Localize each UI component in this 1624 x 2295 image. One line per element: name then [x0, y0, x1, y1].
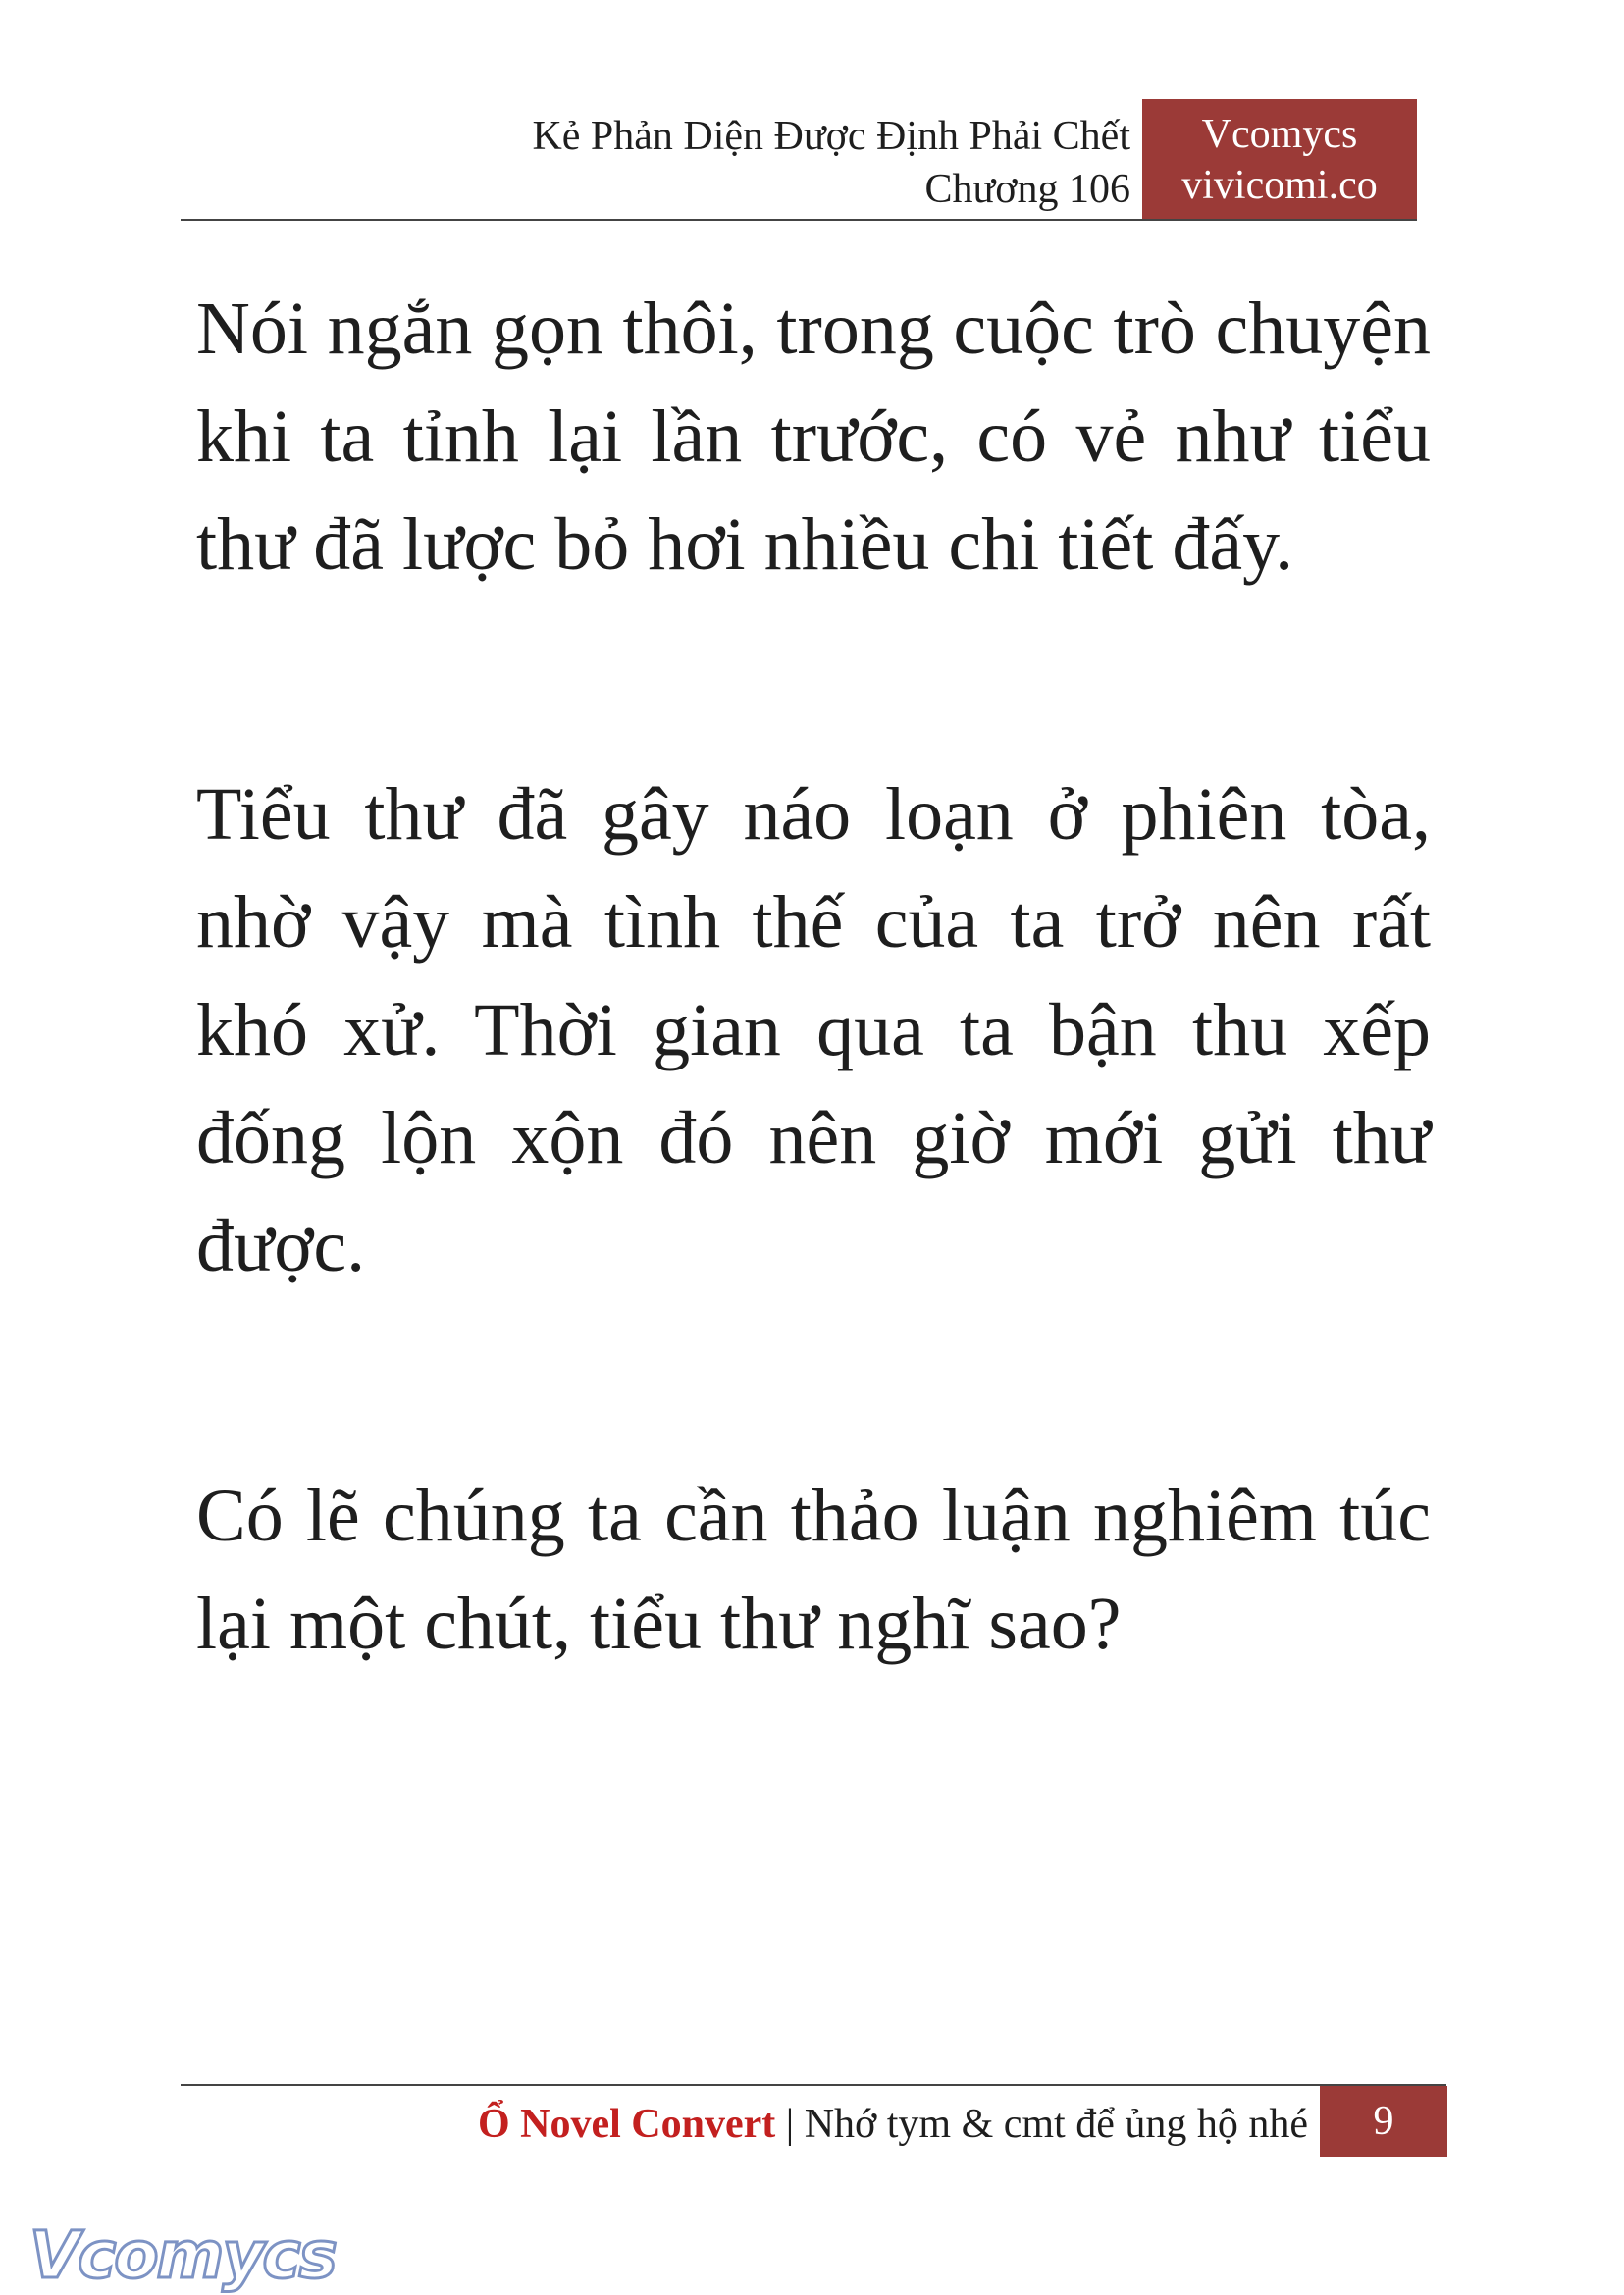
footer-brand: Ổ Novel Convert: [477, 2102, 776, 2147]
page-footer: [478, 2098, 1308, 2151]
paragraph: Nói ngắn gọn thôi, trong cuộc trò chuyện khi ta tỉnh lại lần trước, có vẻ như tiểu thư đã lược bỏ hơi nhiều chi tiết đấy.: [196, 287, 1431, 586]
page-header: [532, 110, 1130, 216]
footer-separator: |: [775, 2102, 805, 2147]
watermark-logo: Vcomycs: [29, 2217, 336, 2293]
chapter-label: Chương 106: [924, 167, 1130, 212]
footer-note: Nhớ tym & cmt để ủng hộ nhé: [804, 2102, 1308, 2147]
book-title: Kẻ Phản Diện Được Định Phải Chết: [532, 114, 1130, 159]
site-badge: [1142, 99, 1417, 219]
page-number: 9: [1320, 2086, 1447, 2157]
site-badge-name: Vcomycs: [1201, 112, 1358, 157]
story-body: [196, 275, 1431, 1840]
footer-divider: [181, 2084, 1446, 2086]
paragraph: Có lẽ chúng ta cần thảo luận nghiêm túc lại một chút, tiểu thư nghĩ sao?: [196, 1475, 1431, 1665]
site-badge-url: vivicomi.co: [1181, 163, 1378, 208]
header-divider: [181, 219, 1417, 221]
paragraph: Tiểu thư đã gây náo loạn ở phiên tòa, nhờ vậy mà tình thế của ta trở nên rất khó xử. Thời gian qua ta bận thu xếp đống lộn xộn đó nên giờ mới gửi thư được.: [196, 773, 1431, 1287]
